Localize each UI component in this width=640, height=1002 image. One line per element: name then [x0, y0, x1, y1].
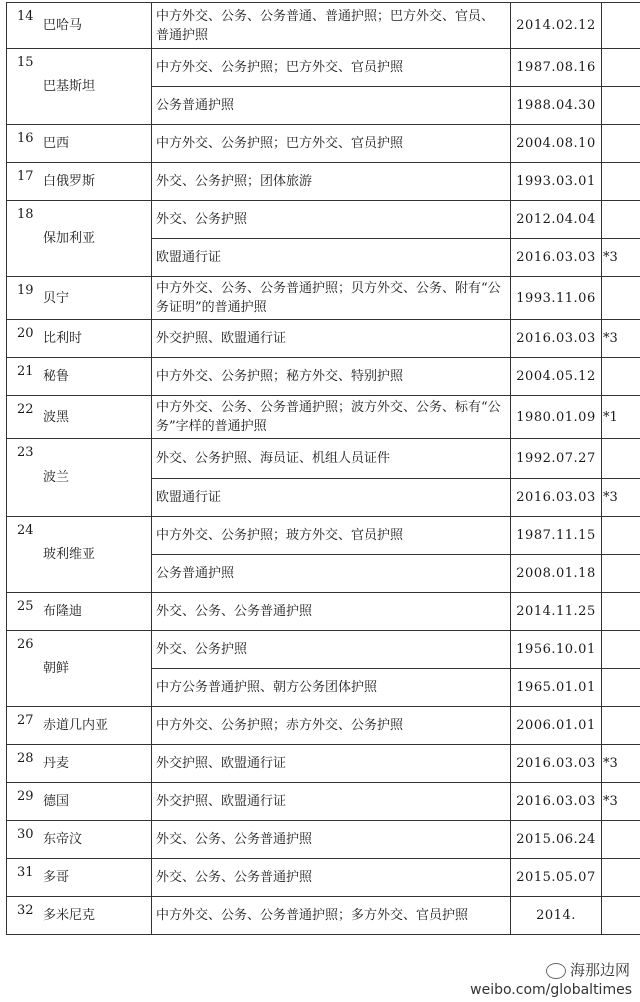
passport-types: 外交、公务、公务普通护照 [152, 859, 511, 897]
footnote-mark: *3 [602, 239, 640, 277]
row-number: 15 [17, 55, 34, 70]
effective-date: 1980.01.09 [511, 396, 602, 439]
footnote-mark: *3 [602, 745, 640, 783]
row-number: 16 [17, 131, 34, 146]
row-number-cell [7, 163, 42, 201]
country-name: 巴西 [43, 136, 70, 151]
country-name-cell [41, 593, 152, 631]
country-name-cell [41, 396, 152, 439]
footnote-mark [602, 593, 640, 631]
row-number: 14 [17, 9, 34, 24]
effective-date: 2004.05.12 [511, 358, 602, 396]
footnote-mark [602, 707, 640, 745]
row-number: 21 [17, 364, 34, 379]
effective-date: 2016.03.03 [511, 320, 602, 358]
effective-date: 2012.04.04 [511, 201, 602, 239]
row-number-cell [7, 277, 42, 320]
country-name: 玻利维亚 [43, 547, 96, 562]
effective-date: 2004.08.10 [511, 125, 602, 163]
effective-date: 1993.03.01 [511, 163, 602, 201]
country-name: 波兰 [43, 470, 70, 485]
table-row [7, 707, 640, 745]
country-name: 比利时 [43, 331, 83, 346]
country-name-cell [41, 821, 152, 859]
watermark-url: weibo.com/globaltimes [470, 982, 632, 998]
row-number-cell [7, 859, 42, 897]
footnote-mark [602, 859, 640, 897]
effective-date: 2016.03.03 [511, 783, 602, 821]
country-name-cell [41, 3, 152, 49]
row-number: 23 [17, 445, 34, 460]
country-name: 巴基斯坦 [43, 79, 96, 94]
row-number: 22 [17, 402, 34, 417]
footnote-mark [602, 201, 640, 239]
footnote-mark: *3 [602, 479, 640, 517]
row-number-cell [7, 745, 42, 783]
footnote-mark [602, 555, 640, 593]
passport-types: 欧盟通行证 [152, 239, 511, 277]
effective-date: 1987.08.16 [511, 49, 602, 87]
footnote-mark [602, 517, 640, 555]
passport-types: 中方外交、公务护照；玻方外交、官员护照 [152, 517, 511, 555]
footnote-mark: *3 [602, 320, 640, 358]
table-row [7, 396, 640, 439]
country-name: 秘鲁 [43, 369, 70, 384]
effective-date: 1987.11.15 [511, 517, 602, 555]
row-number: 24 [17, 523, 34, 538]
effective-date: 2014. [511, 897, 602, 935]
row-number-cell [7, 821, 42, 859]
table-row [7, 201, 640, 239]
footnote-mark [602, 439, 640, 479]
country-name: 布隆迪 [43, 604, 83, 619]
row-number: 32 [17, 903, 34, 918]
effective-date: 2015.06.24 [511, 821, 602, 859]
passport-types: 外交、公务、公务普通护照 [152, 821, 511, 859]
table-row [7, 163, 640, 201]
country-name-cell [41, 163, 152, 201]
effective-date: 2014.02.12 [511, 3, 602, 49]
row-number-cell [7, 3, 42, 49]
effective-date: 1988.04.30 [511, 87, 602, 125]
effective-date: 2008.01.18 [511, 555, 602, 593]
country-name-cell [41, 125, 152, 163]
effective-date: 2016.03.03 [511, 745, 602, 783]
country-name-cell [41, 897, 152, 935]
footnote-mark: *1 [602, 396, 640, 439]
passport-types: 外交、公务护照 [152, 631, 511, 669]
table-row [7, 631, 640, 669]
table-body [7, 3, 640, 935]
row-number-cell [7, 201, 42, 277]
country-name-cell [41, 439, 152, 517]
footnote-mark [602, 358, 640, 396]
row-number: 25 [17, 599, 34, 614]
passport-types: 中方外交、公务护照；赤方外交、公务护照 [152, 707, 511, 745]
passport-types: 公务普通护照 [152, 555, 511, 593]
country-name-cell [41, 707, 152, 745]
country-name-cell [41, 49, 152, 125]
passport-types: 中方公务普通护照、朝方公务团体护照 [152, 669, 511, 707]
table-row [7, 859, 640, 897]
row-number-cell [7, 517, 42, 593]
country-name: 白俄罗斯 [43, 174, 96, 189]
table-row [7, 897, 640, 935]
passport-types: 欧盟通行证 [152, 479, 511, 517]
country-name: 东帝汶 [43, 832, 83, 847]
country-name-cell [41, 783, 152, 821]
row-number-cell [7, 897, 42, 935]
footnote-mark [602, 821, 640, 859]
visa-exemption-table [6, 2, 640, 935]
row-number-cell [7, 320, 42, 358]
passport-types: 中方外交、公务、公务普通护照；多方外交、官员护照 [152, 897, 511, 935]
effective-date: 2016.03.03 [511, 239, 602, 277]
country-name-cell [41, 859, 152, 897]
footnote-mark [602, 125, 640, 163]
footnote-mark [602, 49, 640, 87]
footnote-mark [602, 3, 640, 49]
weibo-icon [546, 963, 566, 979]
row-number: 31 [17, 865, 34, 880]
country-name: 波黑 [43, 409, 70, 425]
footnote-mark [602, 277, 640, 320]
passport-types: 中方外交、公务、公务普通护照；波方外交、公务、标有“公务”字样的普通护照 [152, 396, 511, 439]
row-number-cell [7, 783, 42, 821]
country-name-cell [41, 320, 152, 358]
footnote-mark: *3 [602, 783, 640, 821]
row-number-cell [7, 358, 42, 396]
effective-date: 2016.03.03 [511, 479, 602, 517]
passport-types: 外交、公务、公务普通护照 [152, 593, 511, 631]
table-row [7, 821, 640, 859]
passport-types: 中方外交、公务、公务普通护照；贝方外交、公务、附有“公务证明”的普通护照 [152, 277, 511, 320]
table-row [7, 593, 640, 631]
row-number: 30 [17, 827, 34, 842]
country-name: 赤道几内亚 [43, 718, 109, 733]
country-name: 多哥 [43, 870, 70, 885]
footnote-mark [602, 631, 640, 669]
table-row [7, 783, 640, 821]
effective-date: 2015.05.07 [511, 859, 602, 897]
watermark-top-text: 海那边网 [569, 961, 630, 979]
row-number: 20 [17, 326, 34, 341]
row-number-cell [7, 439, 42, 517]
passport-types: 中方外交、公务护照；秘方外交、特别护照 [152, 358, 511, 396]
country-name-cell [41, 358, 152, 396]
country-name-cell [41, 517, 152, 593]
country-name-cell [41, 277, 152, 320]
table-row [7, 49, 640, 87]
country-name-cell [41, 631, 152, 707]
table-row [7, 439, 640, 479]
passport-types: 外交、公务护照、海员证、机组人员证件 [152, 439, 511, 479]
country-name-cell [41, 201, 152, 277]
row-number-cell [7, 396, 42, 439]
effective-date: 2014.11.25 [511, 593, 602, 631]
row-number-cell [7, 593, 42, 631]
passport-types: 中方外交、公务护照；巴方外交、官员护照 [152, 49, 511, 87]
row-number-cell [7, 707, 42, 745]
country-name-cell [41, 745, 152, 783]
table-row [7, 517, 640, 555]
row-number: 28 [17, 751, 34, 766]
table-row [7, 3, 640, 49]
row-number: 29 [17, 789, 34, 804]
passport-types: 外交、公务护照 [152, 201, 511, 239]
country-name: 多米尼克 [43, 908, 96, 923]
passport-types: 中方外交、公务护照；巴方外交、官员护照 [152, 125, 511, 163]
country-name: 贝宁 [43, 290, 70, 306]
effective-date: 1965.01.01 [511, 669, 602, 707]
effective-date: 1956.10.01 [511, 631, 602, 669]
footnote-mark [602, 669, 640, 707]
table-row [7, 745, 640, 783]
watermark-logo [546, 959, 630, 980]
effective-date: 1993.11.06 [511, 277, 602, 320]
passport-types: 外交护照、欧盟通行证 [152, 320, 511, 358]
row-number: 27 [17, 713, 34, 728]
row-number: 19 [17, 283, 34, 298]
passport-types: 外交护照、欧盟通行证 [152, 745, 511, 783]
country-name: 丹麦 [43, 756, 70, 771]
country-name: 朝鲜 [43, 661, 70, 676]
table-row [7, 125, 640, 163]
passport-types: 中方外交、公务、公务普通、普通护照；巴方外交、官员、普通护照 [152, 3, 511, 49]
row-number-cell [7, 631, 42, 707]
table-row [7, 358, 640, 396]
row-number-cell [7, 125, 42, 163]
footnote-mark [602, 87, 640, 125]
passport-types: 外交护照、欧盟通行证 [152, 783, 511, 821]
country-name: 保加利亚 [43, 231, 96, 246]
table-row [7, 277, 640, 320]
row-number: 26 [17, 637, 34, 652]
row-number: 17 [17, 169, 34, 184]
table-row [7, 320, 640, 358]
passport-types: 外交、公务护照；团体旅游 [152, 163, 511, 201]
footnote-mark [602, 897, 640, 935]
passport-types: 公务普通护照 [152, 87, 511, 125]
row-number: 18 [17, 207, 34, 222]
country-name: 德国 [43, 794, 70, 809]
footnote-mark [602, 163, 640, 201]
effective-date: 1992.07.27 [511, 439, 602, 479]
row-number-cell [7, 49, 42, 125]
effective-date: 2006.01.01 [511, 707, 602, 745]
country-name: 巴哈马 [43, 18, 83, 33]
